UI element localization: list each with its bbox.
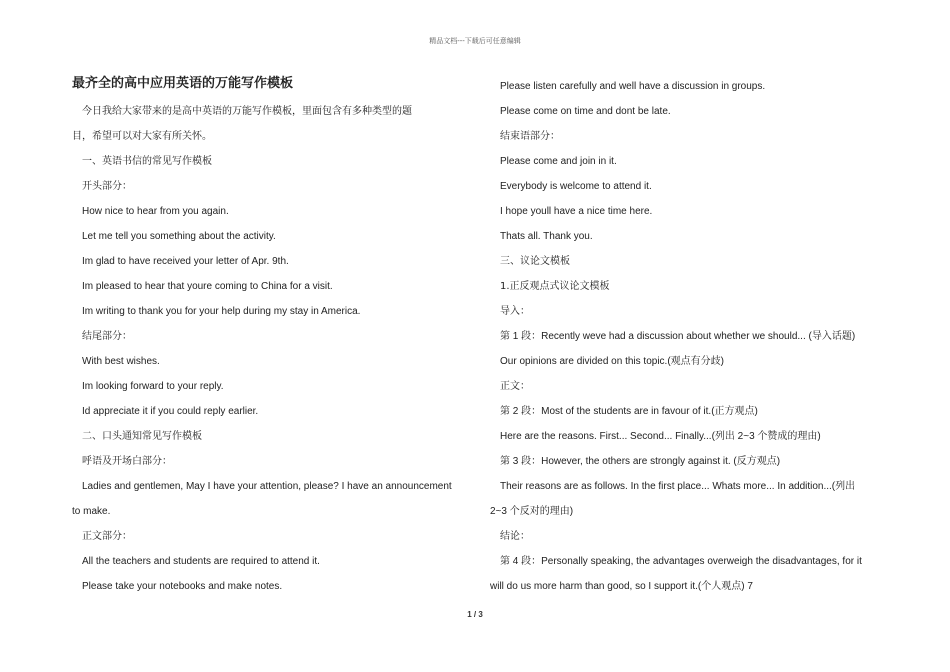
subheading-ending: 结尾部分： [82, 331, 132, 342]
subheading-intro: 导入： [500, 306, 530, 317]
subheading-main: 正文： [500, 381, 530, 392]
text-line: Thats all. Thank you. [500, 231, 593, 242]
subheading-opening: 开头部分： [82, 181, 132, 192]
text-line: Our opinions are divided on this topic.(观点有分歧) [500, 356, 724, 367]
text-line: Please listen carefully and well have a discussion in groups. [500, 81, 766, 92]
page-number: 1 / 3 [467, 610, 483, 619]
subheading-pro-con: 1.正反观点式议论文模板 [500, 281, 610, 292]
left-column [72, 74, 464, 599]
text-line: With best wishes. [82, 356, 160, 367]
subheading-body: 正文部分： [82, 531, 132, 542]
text-line: Id appreciate it if you could reply earlier. [82, 406, 259, 417]
text-line-continuation: will do us more harm than good, so I support it.(个人观点) 7 [490, 581, 753, 592]
text-line: Im writing to thank you for your help during my stay in America. [82, 306, 361, 317]
text-line: Please take your notebooks and make notes. [82, 581, 283, 592]
text-line: 第 3 段：However, the others are strongly against it. (反方观点) [500, 456, 781, 467]
intro-line-1: 今日我给大家带来的是高中英语的万能写作模板，里面包含有多种类型的题 [82, 106, 412, 117]
text-line: Let me tell you something about the activity. [82, 231, 276, 242]
text-line-continuation: 2~3 个反对的理由) [490, 506, 574, 517]
text-line: Im looking forward to your reply. [82, 381, 224, 392]
text-line: Im pleased to hear that youre coming to China for a visit. [82, 281, 333, 292]
text-line: Ladies and gentlemen, May I have your attention, please? I have an announcement [82, 481, 452, 492]
text-line-continuation: to make. [72, 506, 111, 517]
text-line: Im glad to have received your letter of Apr. 9th. [82, 256, 289, 267]
section-heading-argument: 三、议论文模板 [500, 256, 570, 267]
text-line: Everybody is welcome to attend it. [500, 181, 652, 192]
text-line: 第 1 段：Recently weve had a discussion about whether we should... (导入话题) [500, 331, 856, 342]
subheading-closing: 结束语部分： [500, 131, 560, 142]
intro-line-2: 目，希望可以对大家有所关怀。 [72, 131, 212, 142]
text-line: 第 2 段：Most of the students are in favour of it.(正方观点) [500, 406, 758, 417]
subheading-conclusion: 结论： [500, 531, 530, 542]
text-line: Please come and join in it. [500, 156, 617, 167]
section-heading-letter: 一、英语书信的常见写作模板 [82, 156, 212, 167]
text-line: How nice to hear from you again. [82, 206, 229, 217]
text-line: Here are the reasons. First... Second... Finally...(列出 2~3 个赞成的理由) [500, 431, 821, 442]
text-line: Their reasons are as follows. In the first place... Whats more... In addition...(列出 [500, 481, 856, 492]
text-line: Please come on time and dont be late. [500, 106, 671, 117]
text-line: 第 4 段：Personally speaking, the advantages overweigh the disadvantages, for it [500, 556, 862, 567]
section-heading-notice: 二、口头通知常见写作模板 [82, 431, 202, 442]
text-line: All the teachers and students are required to attend it. [82, 556, 320, 567]
text-line: I hope youll have a nice time here. [500, 206, 653, 217]
right-column [490, 74, 880, 599]
document-title: 最齐全的高中应用英语的万能写作模板 [72, 76, 294, 91]
subheading-greeting: 呼语及开场白部分： [82, 456, 172, 467]
page-header: 精品文档---下载后可任意编辑 [429, 37, 521, 45]
